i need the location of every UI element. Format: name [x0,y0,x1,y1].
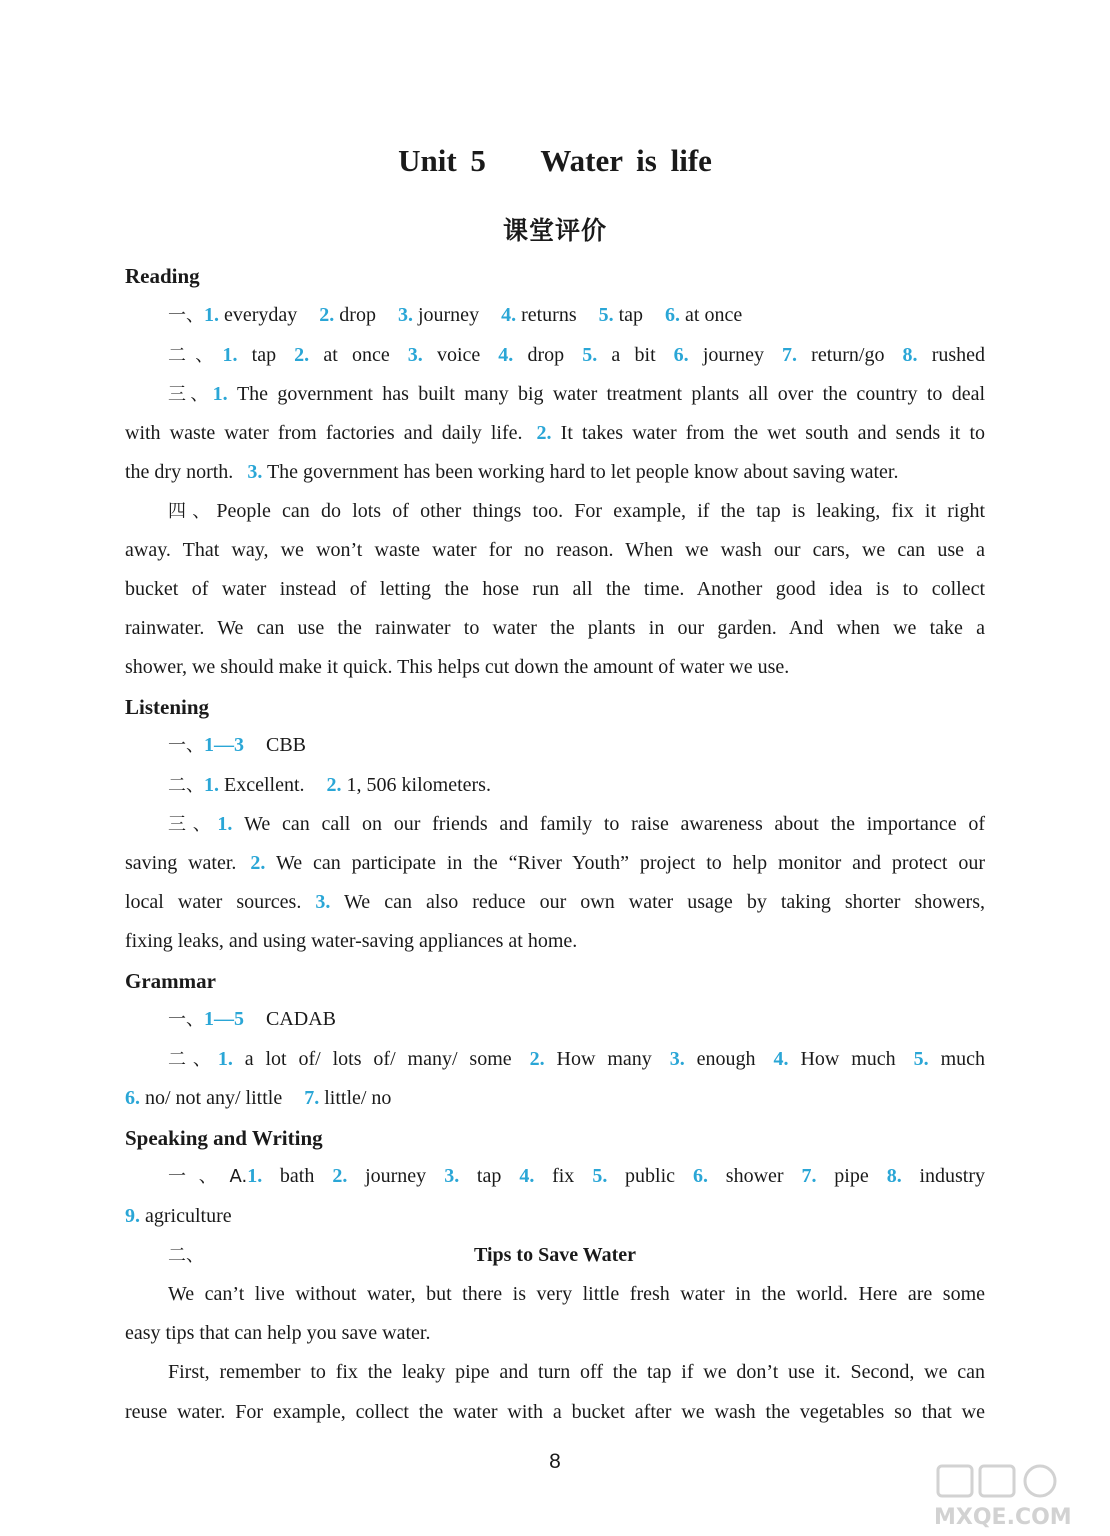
answer-text: little/ no [319,1087,392,1109]
answer-text: tap [613,304,644,326]
answer-number: 8. [902,344,918,366]
essay-line-2: easy tips that can help you save water. [125,1322,431,1344]
answer-number: 4. [773,1048,789,1070]
speaking-answers-1: 一、A.1. bath 2. journey 3. tap 4. fix 5. public 6. shower 7. pipe 8. industry [168,1165,986,1187]
answer-text: enough [684,1048,756,1070]
answer-number: 5. [598,304,614,326]
listening-answers-3-line4: fixing leaks, and using water-saving appliances at home. [125,930,578,952]
reading-answers-4-line3: bucket of water instead of letting the hose run all the time. Another good idea is to collect [125,578,985,600]
answer-number: 7. [781,344,797,366]
answer-text: journey [412,304,480,326]
answer-text: drop [334,304,376,326]
answer-text: everyday [219,304,298,326]
answer-text: agriculture [140,1205,232,1227]
listening-answers-2: 二、1. Excellent. 2. 1, 506 kilometers. [168,774,491,796]
essay-line-3: First, remember to fix the leaky pipe and turn off the tap if we don’t use it. Second, we can [168,1361,985,1383]
answer-number: 2. [529,1048,545,1070]
answer-number: 6. [693,1165,709,1187]
answer-number: 1. [217,1048,233,1070]
listening-answers-1: 一、1—3 CBB [168,734,307,756]
answer-number: 1. [204,774,219,796]
answer-number: 6. [673,344,689,366]
grammar-answers-2: 二、1. a lot of/ lots of/ many/ some 2. How many 3. enough 4. How much 5. much [168,1048,986,1070]
answer-number: 4. [501,304,517,326]
section-heading-listening: Listening [125,695,210,719]
answer-text: bath [262,1165,315,1187]
answer-text: return/go [796,344,885,366]
page-subtitle: 课堂评价 [502,216,607,245]
answer-text: voice [422,344,481,366]
answer-number: 1. [222,344,238,366]
answer-text: at once [309,344,390,366]
answer-number: 1. [204,304,219,326]
page-number: 8 [549,1450,561,1473]
answer-text: Excellent. [219,774,305,796]
answer-number: 8. [886,1165,902,1187]
watermark-logo [930,1462,1100,1530]
answer-number: 2. [326,774,342,796]
answer-text: journey [347,1165,427,1187]
answer-text: shower [708,1165,784,1187]
answer-text: tap [459,1165,502,1187]
answer-number: 1. [247,1165,263,1187]
answer-number: 5. [913,1048,929,1070]
section-heading-grammar: Grammar [125,969,216,993]
reading-answers-4-line1: 四、People can do lots of other things too. For example, if the tap is leaking, fix it right [168,500,986,522]
essay-line-4: reuse water. For example, collect the water with a bucket after we wash the vegetables so that we [125,1401,985,1423]
reading-answers-4-line5: shower, we should make it quick. This helps cut down the amount of water we use. [125,656,790,678]
answer-text: 1, 506 kilometers. [341,774,491,796]
reading-answers-4-line2: away. That way, we won’t waste water for no reason. When we wash our cars, we can use a [125,539,985,561]
answer-number: 2. [294,344,310,366]
answer-number: 5. [592,1165,608,1187]
answer-text: no/ not any/ little [140,1087,283,1109]
answer-text: How much [788,1048,896,1070]
listening-answers-3-line2: saving water. 2. We can participate in the “River Youth” project to help monitor and protect our [125,852,985,874]
answer-text: much [928,1048,986,1070]
answer-number: 2. [332,1165,348,1187]
answer-number: 7. [304,1087,320,1109]
grammar-answers-2b [125,1086,985,1110]
answer-text: returns [516,304,577,326]
reading-answers-3-line1: 三、1. The government has built many big water treatment plants all over the country to deal [168,383,986,405]
answer-text: How many [544,1048,652,1070]
watermark-text: MXQE.COM [934,1505,1072,1530]
reading-answers-2: 二、1. tap 2. at once 3. voice 4. drop 5. a bit 6. journey 7. return/go 8. rushed [168,344,986,366]
speaking-answers-1b [125,1204,985,1228]
reading-answers-3-line2: with waste water from factories and daily life. 2. It takes water from the wet south and sends it to [125,422,986,444]
answer-number: 2. [319,304,335,326]
answer-number: 6. [665,304,681,326]
answer-number: 3. [407,344,423,366]
answer-text: fix [534,1165,575,1187]
answer-number: 7. [801,1165,817,1187]
listening-answers-3-line1: 三、1. We can call on our friends and family to raise awareness about the importance of [168,813,986,835]
section-heading-speaking-writing: Speaking and Writing [125,1126,323,1150]
answer-number: 6. [125,1087,140,1109]
answer-text: at once [680,304,743,326]
answer-text: public [607,1165,676,1187]
answer-number: 4. [498,344,514,366]
speaking-answers-2-mark: 二、 [168,1245,204,1266]
grammar-answers-1: 一、1—5 CADAB [168,1008,337,1030]
answer-text: drop [513,344,565,366]
answer-text: pipe [816,1165,869,1187]
reading-answers-4-line4: rainwater. We can use the rainwater to water the plants in our garden. And when we take a [125,617,985,639]
answer-text: tap [237,344,277,366]
answer-text: a bit [597,344,656,366]
answer-text: journey [688,344,764,366]
page-title: Unit 5 Water is life [398,143,712,178]
answer-number: 4. [519,1165,535,1187]
answer-number: 5. [582,344,598,366]
essay-title: Tips to Save Water [473,1244,637,1266]
listening-answers-3-line3: local water sources. 3. We can also reduce our own water usage by taking shorter showers, [125,891,986,913]
answer-text: rushed [917,344,986,366]
answer-number: 9. [125,1205,140,1227]
answer-text: a lot of/ lots of/ many/ some [232,1048,512,1070]
reading-answers-3-line3: the dry north. 3. The government has been working hard to let people know about saving water. [125,461,899,483]
answer-number: 3. [397,304,413,326]
reading-answers-1: 一、1. everyday 2. drop 3. journey 4. returns 5. tap 6. at once [168,304,743,326]
essay-line-1: We can’t live without water, but there is very little fresh water in the world. Here are some [168,1283,985,1305]
answer-number: 3. [444,1165,460,1187]
section-heading-reading: Reading [125,264,200,288]
answer-text: industry [901,1165,986,1187]
answer-number: 3. [669,1048,685,1070]
